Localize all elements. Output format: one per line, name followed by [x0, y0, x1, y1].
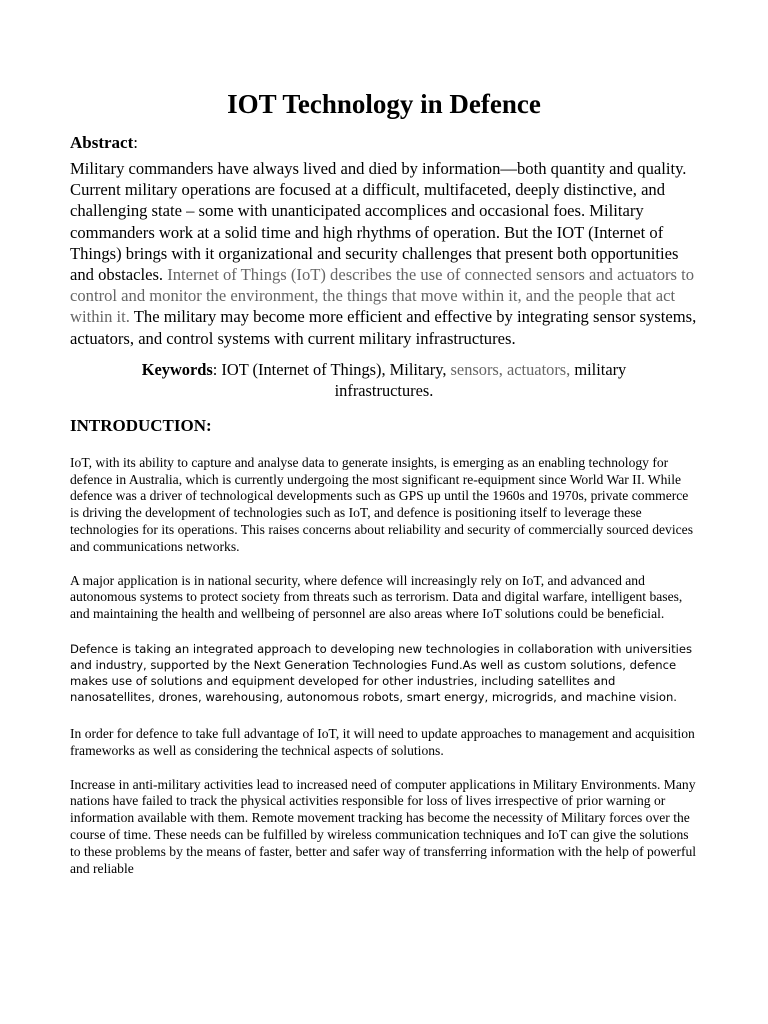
- intro-paragraph-5: Increase in anti-military activities lead to increased need of computer applications in Military Environments. Many nations have failed to track the physical activities responsible for loss of lives irrespective of prior warning or information available with them. Remote movement tracking has become the necessity of Military forces over the course of time. These needs can be fulfilled by wireless communication techniques and IoT can give the solutions to these problems by the means of faster, better and safer way of transferring information with the help of powerful and reliable: [70, 776, 697, 876]
- keywords-line: [70, 359, 698, 401]
- intro-paragraph-3: Defence is taking an integrated approach to developing new technologies in collaboration with universities and industry, supported by the Next Generation Technologies Fund.As well as custom solutions, defence makes use of solutions and equipment developed for other industries, including satellites and nanosatellites, drones, warehousing, autonomous robots, smart energy, microgrids, and machine vision.: [70, 642, 693, 704]
- keywords-text-1: : IOT (Internet of Things), Military,: [212, 359, 451, 379]
- abstract-text-part-2: The military may become more efficient and effective by integrating sensor systems, actuators, and control systems with current military infrastructures.: [70, 307, 697, 348]
- abstract-heading: [70, 132, 698, 154]
- keywords-text-2: military infrastructures.: [334, 359, 627, 400]
- abstract-text-part-1: Military commanders have always lived and died by information—both quantity and quality. Current military operations are focused at a difficult, multifaceted, deeply distinctive, and challenging state – some with unanticipated accomplices and occasional foes. Military commanders work at a solid time and high rhythms of operation. But the IOT (Internet of Things) brings with it organizational and security challenges that present both opportunities and obstacles.: [70, 159, 687, 285]
- intro-paragraph-4: In order for defence to take full advantage of IoT, it will need to update approaches to management and acquisition frameworks as well as considering the technical aspects of solutions.: [70, 726, 695, 758]
- abstract-text: [70, 158, 698, 349]
- document-title: IOT Technology in Defence: [227, 89, 541, 119]
- introduction-heading: INTRODUCTION:: [70, 415, 212, 435]
- intro-paragraph-2: A major application is in national security, where defence will increasingly rely on IoT, and advanced and autonomous systems to protect society from threats such as terrorism. Data and digital warfare, intelligent bases, and maintaining the health and wellbeing of personnel are also areas where IoT solutions could be beneficial.: [70, 572, 683, 622]
- keywords-text-gray: sensors, actuators,: [450, 359, 571, 379]
- abstract-text-highlight: Internet of Things (IoT) describes the use of connected sensors and actuators to control and monitor the environment, the things that move within it, and the people that act within it.: [70, 265, 695, 327]
- intro-paragraph-1: IoT, with its ability to capture and analyse data to generate insights, is emerging as an enabling technology for defence in Australia, which is currently undergoing the most significant re-equipment since World War II. While defence was a driver of technological developments such as GPS up until the 1960s and 1970s, private commerce is driving the development of technologies such as IoT, and defence is positioning itself to leverage these technologies for its operations. This raises concerns about reliability and security of commercially sourced devices and communications networks.: [70, 454, 693, 554]
- abstract-label: Abstract: [70, 133, 134, 152]
- abstract-colon: :: [133, 133, 138, 152]
- keywords-label: Keywords: [141, 359, 213, 379]
